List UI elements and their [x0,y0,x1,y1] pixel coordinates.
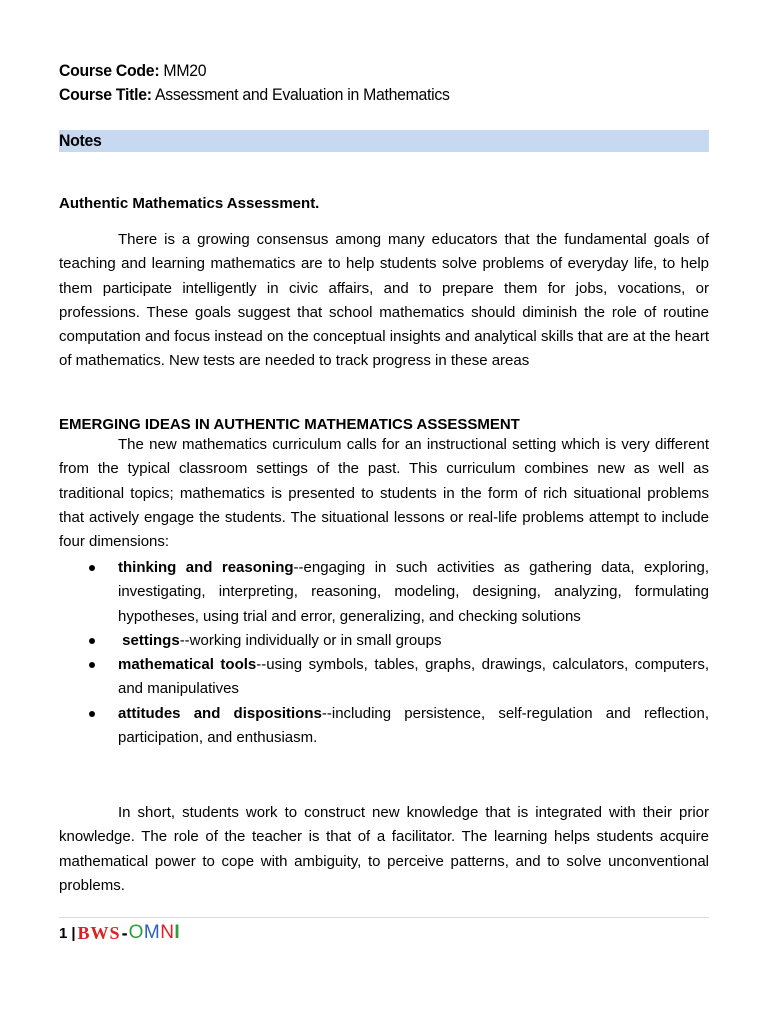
list-item [59,702,709,751]
bullet-term: mathematical tools [118,656,257,674]
omni-letter-o: O [128,922,144,943]
page-number: 1 [59,924,68,942]
omni-letter-m: M [143,922,161,943]
list-item [59,653,709,702]
bullet-text: --using symbols, tables, graphs, drawings, calculators, computers, and manipulatives [118,656,710,698]
footer-brand: BWS [77,922,121,943]
course-code-label: Course Code: [59,61,160,80]
page-footer [59,921,180,945]
paragraph-closing-text: In short, students work to construct new knowledge that is integrated with their prior knowledge. The role of the teacher is that of a facilitator. The learning helps students acquire mathematical power to cope with ambiguity, to perceive patterns, and to solve unconventional problems. [59,804,709,894]
footer-dash: - [121,922,128,943]
bullet-text: --working individually or in small groups [179,631,442,649]
course-code-line [59,61,206,81]
bullet-icon [89,662,95,668]
bullet-text: --including persistence, self-regulation and reflection, participation, and enthusiasm. [118,704,709,747]
paragraph-closing [59,801,709,898]
paragraph-curriculum-text: The new mathematics curriculum calls for an instructional setting which is very different from the typical classroom settings of the past. This curriculum combines new as well as traditional topics; mathematics is presented to students in the form of rich situational problems that actively engage the students. The situational lessons or real-life problems attempt to include four dimensions: [59,436,709,551]
paragraph-consensus-text: There is a growing consensus among many educators that the fundamental goals of teaching and learning mathematics are to help students solve problems of everyday life, to help them participate intelligently in civic affairs, and to prepare them for jobs, vocations, or professions. These goals suggest that school mathematics should diminish the role of routine computation and focus instead on the conceptual insights and analytical skills that are at the heart of mathematics. New tests are needed to track progress in these areas [59,231,709,370]
omni-letter-n: N [160,922,175,943]
bullet-icon [89,711,95,717]
bullet-text: --engaging in such activities as gathering data, exploring, investigating, interpreting, reasoning, modeling, designing, analyzing, formulating hypotheses, using trial and error, generalizing, and checking solutions [118,559,709,625]
list-item [59,629,709,653]
omni-letter-i: I [174,922,181,943]
bullet-term: settings [118,631,180,649]
course-title-line [59,85,450,105]
bullet-term: thinking and reasoning [118,559,294,576]
section-heading-emerging: EMERGING IDEAS IN AUTHENTIC MATHEMATICS ASSESSMENT [59,416,520,433]
bullet-icon [89,638,95,644]
section-heading-authentic: Authentic Mathematics Assessment. [59,195,320,212]
list-item [59,556,709,629]
paragraph-consensus [59,228,709,374]
bullet-term: attitudes and dispositions [118,704,322,722]
notes-banner [59,130,709,152]
paragraph-curriculum [59,433,709,554]
dimensions-list [59,556,709,750]
footer-omni-logo [129,922,181,944]
course-code-value: MM20 [159,61,207,80]
course-title-label: Course Title: [59,85,152,104]
bullet-icon [89,565,95,571]
footer-divider [59,917,709,918]
course-title-value: Assessment and Evaluation in Mathematics [151,85,450,104]
footer-separator: | [71,924,76,942]
notes-label: Notes [59,131,102,150]
